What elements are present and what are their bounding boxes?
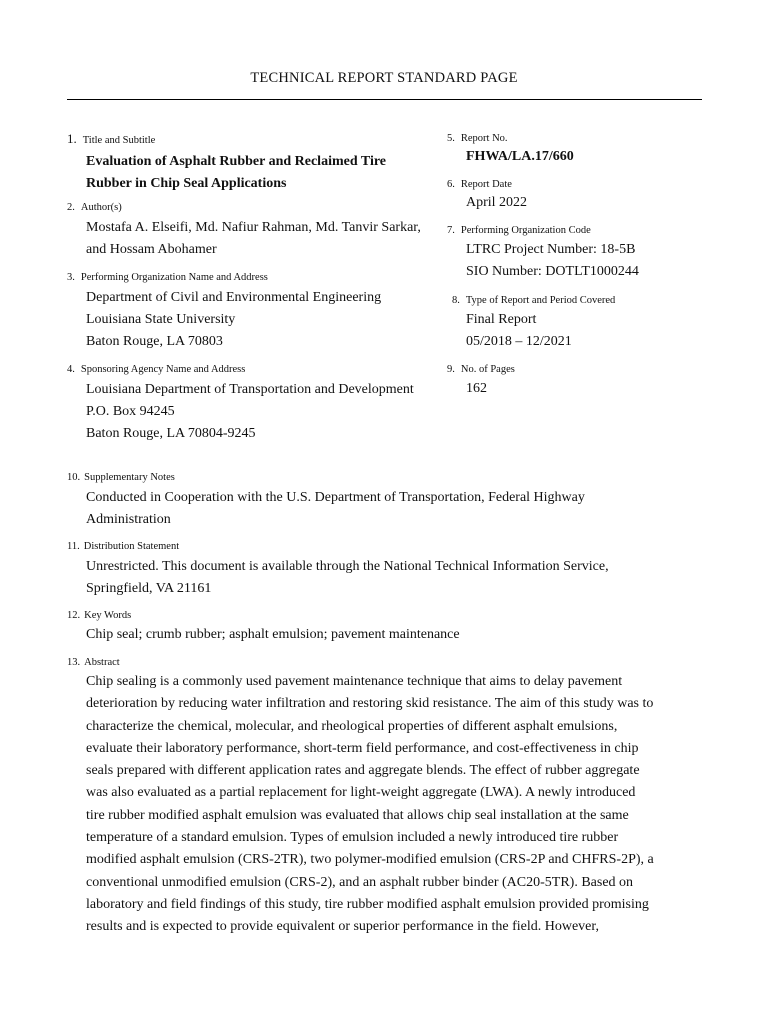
- field-label: Report No.: [460, 133, 508, 144]
- sio-number: SIO Number: DOTLT1000244: [466, 264, 639, 279]
- abstract-line: Chip sealing is a commonly used pavement maintenance technique that aims to delay pavement: [86, 674, 623, 689]
- field-label: Type of Report and Period Covered: [465, 295, 616, 306]
- field-number: 11.: [67, 541, 80, 552]
- report-type: Final Report: [466, 312, 537, 327]
- field-number: 2.: [67, 202, 75, 213]
- field-title-subtitle: [67, 132, 386, 195]
- field-number: 4.: [67, 364, 75, 375]
- field-number: 13.: [67, 657, 81, 668]
- title-divider: [67, 99, 702, 100]
- page-count: 162: [466, 381, 487, 396]
- field-label: Sponsoring Agency Name and Address: [80, 364, 246, 375]
- field-authors: [67, 201, 421, 261]
- report-title-line-1: Evaluation of Asphalt Rubber and Reclaimed Tire: [86, 154, 387, 169]
- abstract-line: evaluate their laboratory performance, short-term field performance, and cost-effectiveness in chip: [86, 740, 639, 756]
- org-line-2: Louisiana State University: [86, 312, 236, 327]
- field-label: Report Date: [460, 179, 512, 190]
- abstract-line: conventional unmodified emulsion (CRS-2), and an asphalt rubber binder (AC20-5TR). Based on: [86, 874, 634, 890]
- field-number: 10.: [67, 472, 81, 483]
- distribution-line-2: Springfield, VA 21161: [86, 581, 212, 596]
- field-number: 7.: [447, 225, 455, 236]
- abstract-line: seals prepared with different application rates and aggregate blends. The effect of rubber aggregate: [86, 763, 640, 779]
- field-distribution: [67, 540, 609, 600]
- field-abstract: [67, 656, 701, 939]
- field-label: Author(s): [80, 202, 122, 213]
- field-number: 1.: [67, 131, 77, 146]
- field-label: Supplementary Notes: [84, 472, 175, 483]
- field-label: Distribution Statement: [83, 541, 180, 552]
- abstract-line: tire rubber modified asphalt emulsion was evaluated that allows chip seal installation at the same: [86, 807, 629, 823]
- field-org-code: [447, 224, 639, 283]
- agency-line-1: Louisiana Department of Transportation and Development: [86, 382, 414, 397]
- field-number: 9.: [447, 364, 455, 375]
- abstract-line: temperature of a standard emulsion. Types of emulsion included a newly introduced tire rubber: [86, 830, 619, 846]
- field-label: Title and Subtitle: [82, 135, 156, 146]
- page-title: TECHNICAL REPORT STANDARD PAGE: [250, 70, 518, 86]
- org-line-3: Baton Rouge, LA 70803: [86, 334, 223, 349]
- field-report-no: [447, 132, 574, 168]
- field-keywords: [67, 609, 460, 646]
- field-number: 5.: [447, 133, 455, 144]
- authors-line-1: Mostafa A. Elseifi, Md. Nafiur Rahman, Md. Tanvir Sarkar,: [86, 220, 421, 235]
- abstract-line: deterioration by reducing water infiltration and restoring skid resistance. The aim of this study was to: [86, 696, 654, 712]
- org-line-1: Department of Civil and Environmental Engineering: [86, 290, 382, 305]
- abstract-line: was also evaluated as a partial replacement for light-weight aggregate (LWA). A newly introduced: [86, 785, 636, 801]
- report-number: FHWA/LA.17/660: [466, 149, 574, 164]
- supplementary-line-2: Administration: [86, 512, 171, 527]
- supplementary-line-1: Conducted in Cooperation with the U.S. Department of Transportation, Federal Highway: [86, 490, 585, 505]
- abstract-text: [86, 671, 701, 939]
- field-report-type: [452, 294, 615, 353]
- keywords-text: Chip seal; crumb rubber; asphalt emulsion; pavement maintenance: [86, 627, 460, 642]
- report-date: April 2022: [466, 195, 528, 210]
- field-number: 6.: [447, 179, 455, 190]
- agency-line-2: P.O. Box 94245: [86, 404, 175, 419]
- field-supplementary-notes: [67, 471, 585, 531]
- distribution-line-1: Unrestricted. This document is available through the National Technical Information Service,: [86, 559, 609, 574]
- report-title-line-2: Rubber in Chip Seal Applications: [86, 176, 287, 191]
- project-number: LTRC Project Number: 18-5B: [466, 242, 636, 257]
- authors-line-2: and Hossam Abohamer: [86, 242, 217, 257]
- field-label: Key Words: [84, 610, 132, 621]
- field-report-date: [447, 178, 527, 214]
- field-pages: [447, 363, 515, 400]
- field-label: Performing Organization Name and Address: [80, 272, 268, 283]
- field-label: Performing Organization Code: [460, 225, 591, 236]
- field-label: No. of Pages: [460, 364, 515, 375]
- field-sponsoring-agency: [67, 363, 414, 445]
- abstract-line: modified asphalt emulsion (CRS-2TR), two polymer-modified emulsion (CRS-2P and CHFRS-2P), a: [86, 852, 654, 868]
- field-performing-org: [67, 271, 381, 353]
- agency-line-3: Baton Rouge, LA 70804-9245: [86, 426, 256, 441]
- field-label: Abstract: [84, 657, 120, 668]
- field-number: 12.: [67, 610, 81, 621]
- abstract-line: laboratory and field findings of this study, tire rubber modified asphalt emulsion provided promising: [86, 896, 649, 912]
- report-period: 05/2018 – 12/2021: [466, 334, 572, 349]
- field-number: 8.: [452, 295, 460, 306]
- abstract-line: results and is expected to provide equivalent or superior performance in the field. However,: [86, 919, 599, 935]
- abstract-line: characterize the chemical, molecular, and rheological properties of different asphalt emulsions,: [86, 718, 618, 734]
- field-number: 3.: [67, 272, 75, 283]
